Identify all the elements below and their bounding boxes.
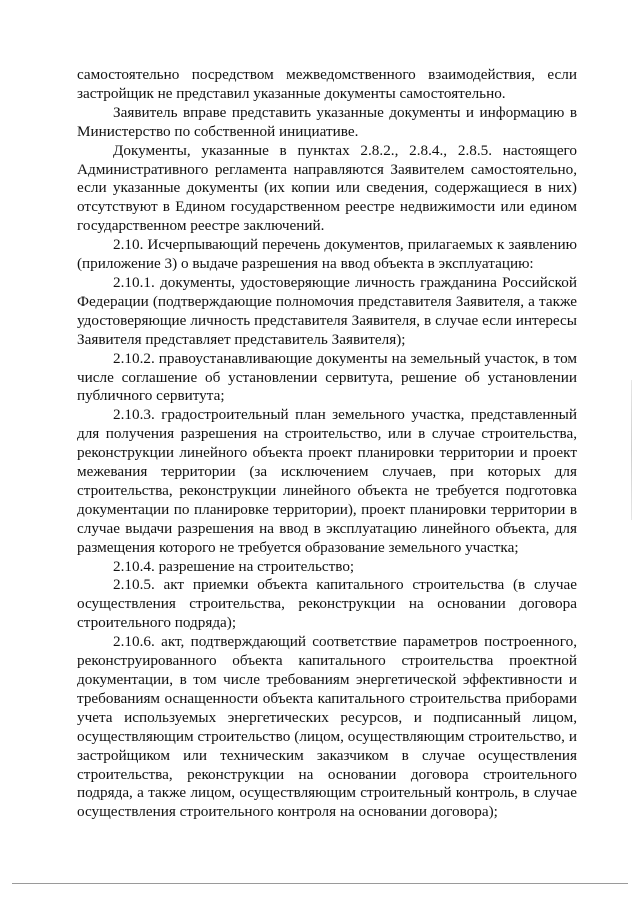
clause-2-10-3: 2.10.3. градостроительный план земельного участка, представленный для получения разрешения на строительство, или в случае строительства, реконструкции линейного объекта проект планировки территории и проект межевания территории (за исключением случаев, при которых для строительства, реконструкции линейного объекта не требуется подготовка документации по планировке территории), проект планировки территории в случае выдачи разрешения на ввод в эксплуатацию линейного объекта, для размещения которого не требуется образование земельного участка;: [77, 406, 577, 556]
paragraph-continuation: самостоятельно посредством межведомственного взаимодействия, если застройщик не представил указанные документы самостоятельно.: [77, 66, 577, 102]
paragraph-applicant-right: Заявитель вправе представить указанные документы и информацию в Министерство по собственной инициативе.: [77, 103, 577, 140]
clause-2-10-4: 2.10.4. разрешение на строительство;: [113, 557, 355, 575]
clause-2-10-1: 2.10.1. документы, удостоверяющие личность гражданина Российской Федерации (подтверждающие полномочия представителя Заявителя, а также удостоверяющие личность представителя Заявителя, в случае если интересы Заявителя представляет представитель Заявителя);: [77, 273, 577, 348]
section-2-10-heading: 2.10. Исчерпывающий перечень документов, прилагаемых к заявлению (приложение 3) о выдаче разрешения на ввод объекта в эксплуатацию:: [77, 236, 577, 273]
document-body: [77, 66, 577, 822]
clause-2-10-6: 2.10.6. акт, подтверждающий соответствие параметров построенного, реконструированного объекта капитального строительства проектной документации, в том числе требованиям энергетической эффективности и требованиям оснащенности объекта капитального строительства приборами учета используемых энергетических ресурсов, и подписанный лицом, осуществляющим строительство (лицом, осуществляющим строительство, и застройщиком или техническим заказчиком в случае осуществления строительства, реконструкции на основании договора строительного подряда, а также лицом, осуществляющим строительный контроль, в случае осуществления строительного контроля на основании договора);: [77, 633, 577, 821]
paragraph-documents-sent: Документы, указанные в пунктах 2.8.2., 2.8.4., 2.8.5. настоящего Административного регламента направляются Заявителем самостоятельно, если указанные документы (их копии или сведения, содержащиеся в них) отсутствуют в Едином государственном реестре недвижимости или едином государственном реестре заключений.: [77, 141, 577, 235]
clause-2-10-5: 2.10.5. акт приемки объекта капитального строительства (в случае осуществления строительства, реконструкции на основании договора строительного подряда);: [77, 576, 577, 632]
scan-edge-mark: [631, 380, 632, 520]
clause-2-10-2: 2.10.2. правоустанавливающие документы на земельный участок, в том числе соглашение об установлении сервитута, решение об установлении публичного сервитута;: [77, 349, 577, 405]
page-bottom-rule: [12, 883, 628, 884]
